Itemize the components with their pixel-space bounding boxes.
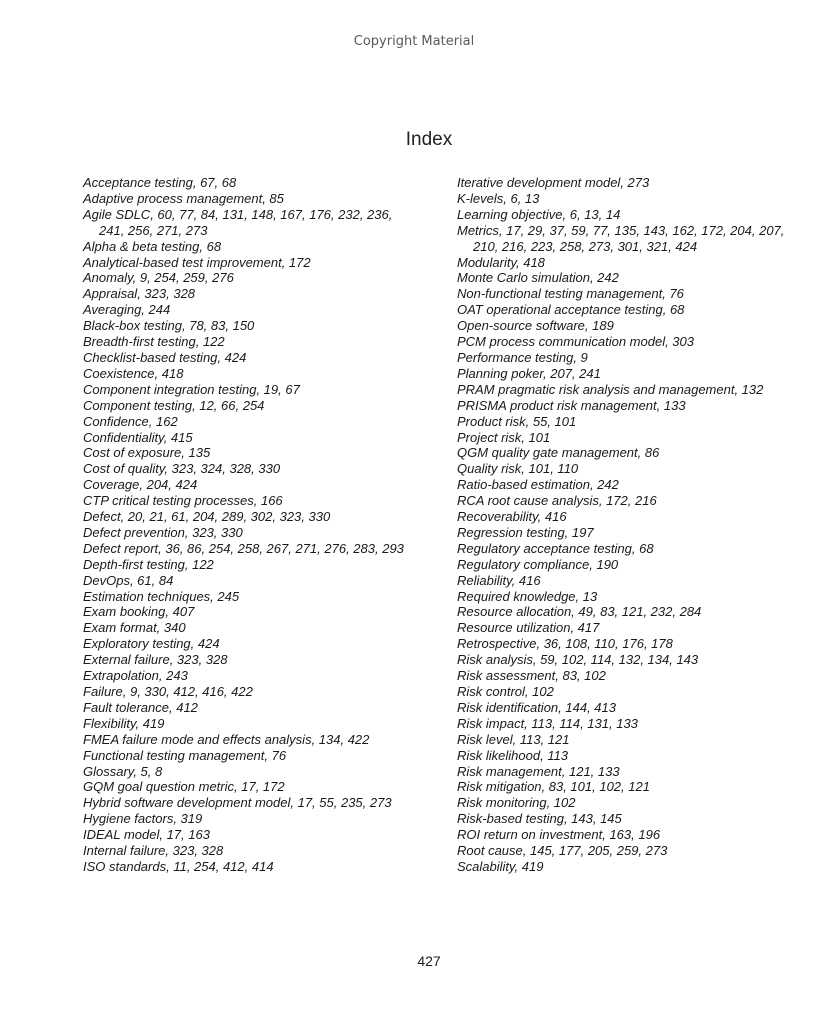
index-entry: Open-source software, 189	[457, 318, 614, 334]
index-entry: Agile SDLC, 60, 77, 84, 131, 148, 167, 176, 232, 236, 241, 256, 271, 273	[83, 206, 393, 238]
page-number: 427	[417, 953, 441, 969]
index-entry: Project risk, 101	[457, 429, 551, 445]
index-entry: Ratio-based estimation, 242	[457, 477, 619, 493]
index-entry: Failure, 9, 330, 412, 416, 422	[83, 684, 253, 699]
index-entry: Product risk, 55, 101	[457, 413, 577, 429]
index-entry: Learning objective, 6, 13, 14	[457, 206, 621, 222]
index-entry: Risk-based testing, 143, 145	[457, 811, 622, 827]
index-entry: Retrospective, 36, 108, 110, 176, 178	[457, 636, 673, 652]
index-entry: FMEA failure mode and effects analysis, 134, 422	[83, 731, 370, 747]
index-entry: Alpha & beta testing, 68	[83, 238, 222, 254]
index-entry: PRISMA product risk management, 133	[457, 397, 686, 413]
index-entry: Risk management, 121, 133	[457, 763, 620, 779]
index-entry: Component testing, 12, 66, 254	[83, 397, 265, 413]
index-entry: Risk assessment, 83, 102	[457, 668, 606, 684]
index-entry: QGM quality gate management, 86	[457, 445, 660, 461]
index-entry: Cost of exposure, 135	[83, 445, 211, 461]
index-entry: Checklist-based testing, 424	[83, 349, 247, 365]
index-entry: Non-functional testing management, 76	[457, 286, 684, 302]
index-entry: Resource utilization, 417	[457, 620, 600, 636]
index-entry: Acceptance testing, 67, 68	[83, 175, 237, 190]
index-entry: Risk likelihood, 113	[457, 747, 569, 763]
index-entry: Root cause, 145, 177, 205, 259, 273	[457, 843, 668, 859]
index-entry: Appraisal, 323, 328	[83, 286, 196, 302]
index-entry: Breadth-first testing, 122	[83, 334, 225, 350]
index-column-left	[83, 175, 413, 875]
index-entry: Risk mitigation, 83, 101, 102, 121	[457, 779, 650, 795]
index-entry: Flexibility, 419	[83, 715, 165, 731]
index-entry: Internal failure, 323, 328	[83, 843, 224, 859]
index-entry: Hybrid software development model, 17, 55, 235, 273	[83, 795, 392, 811]
index-entry: Regulatory compliance, 190	[457, 556, 619, 572]
index-entry: Black-box testing, 78, 83, 150	[83, 318, 255, 334]
copyright-header: Copyright Material	[353, 34, 475, 49]
index-entry: IDEAL model, 17, 163	[83, 827, 210, 843]
index-entry: Confidentiality, 415	[83, 429, 193, 445]
index-entry: Estimation techniques, 245	[83, 588, 240, 604]
index-entry: Cost of quality, 323, 324, 328, 330	[83, 461, 281, 477]
index-entry: Quality risk, 101, 110	[457, 461, 579, 477]
index-entry: Required knowledge, 13	[457, 588, 598, 604]
index-entry: Hygiene factors, 319	[83, 811, 203, 827]
index-entry: Risk level, 113, 121	[457, 731, 570, 747]
index-entry: Defect report, 36, 86, 254, 258, 267, 271, 276, 283, 293	[83, 540, 404, 556]
index-entry: Regression testing, 197	[457, 524, 594, 540]
index-entry: Component integration testing, 19, 67	[83, 381, 300, 397]
index-entry: Exam booking, 407	[83, 604, 195, 620]
index-entry: Extrapolation, 243	[83, 668, 188, 684]
index-entry: Scalability, 419	[457, 858, 544, 874]
page-title: Index	[405, 129, 453, 150]
index-entry: DevOps, 61, 84	[83, 572, 174, 588]
index-entry: Planning poker, 207, 241	[457, 365, 601, 381]
index-entry: Exam format, 340	[83, 620, 186, 636]
index-entry: PCM process communication model, 303	[457, 334, 694, 350]
index-entry: Analytical-based test improvement, 172	[83, 254, 311, 270]
index-entry: Risk analysis, 59, 102, 114, 132, 134, 143	[457, 652, 699, 668]
index-entry: Iterative development model, 273	[457, 175, 650, 190]
index-entry: Risk impact, 113, 114, 131, 133	[457, 715, 638, 731]
index-entry: Defect prevention, 323, 330	[83, 524, 243, 540]
index-entry: ROI return on investment, 163, 196	[457, 827, 661, 843]
index-entry: Modularity, 418	[457, 254, 545, 270]
index-entry: External failure, 323, 328	[83, 652, 228, 668]
index-entry: Functional testing management, 76	[83, 747, 287, 763]
index-entry: Averaging, 244	[83, 302, 171, 318]
index-entry: RCA root cause analysis, 172, 216	[457, 493, 657, 509]
index-entry: Performance testing, 9	[457, 349, 588, 365]
index-entry: Depth-first testing, 122	[83, 556, 214, 572]
index-entry: Defect, 20, 21, 61, 204, 289, 302, 323, 330	[83, 509, 331, 525]
index-entry: Risk monitoring, 102	[457, 795, 576, 811]
index-entry: Resource allocation, 49, 83, 121, 232, 284	[457, 604, 702, 620]
index-entry: Confidence, 162	[83, 413, 178, 429]
index-entry: PRAM pragmatic risk analysis and management, 132	[457, 381, 764, 397]
index-entry: OAT operational acceptance testing, 68	[457, 302, 685, 318]
index-entry: ISO standards, 11, 254, 412, 414	[83, 858, 274, 874]
index-entry: Recoverability, 416	[457, 509, 567, 525]
index-entry: Coverage, 204, 424	[83, 477, 198, 493]
index-entry: CTP critical testing processes, 166	[83, 493, 283, 509]
index-entry: Fault tolerance, 412	[83, 699, 198, 715]
index-entry: Reliability, 416	[457, 572, 541, 588]
index-entry: Coexistence, 418	[83, 365, 184, 381]
index-entry: Metrics, 17, 29, 37, 59, 77, 135, 143, 162, 172, 204, 207, 210, 216, 223, 258, 273, 301, 321, 424	[457, 222, 785, 254]
index-entry: Anomaly, 9, 254, 259, 276	[83, 270, 234, 286]
index-entry: GQM goal question metric, 17, 172	[83, 779, 285, 795]
index-entry: Adaptive process management, 85	[83, 190, 284, 206]
index-entry: Exploratory testing, 424	[83, 636, 220, 652]
index-entry: Risk control, 102	[457, 684, 554, 699]
index-entry: Monte Carlo simulation, 242	[457, 270, 619, 286]
index-entry: Regulatory acceptance testing, 68	[457, 540, 654, 556]
index-entry: Glossary, 5, 8	[83, 763, 163, 779]
index-entry: Risk identification, 144, 413	[457, 699, 616, 715]
index-column-right	[457, 175, 787, 875]
index-entry: K-levels, 6, 13	[457, 190, 540, 206]
